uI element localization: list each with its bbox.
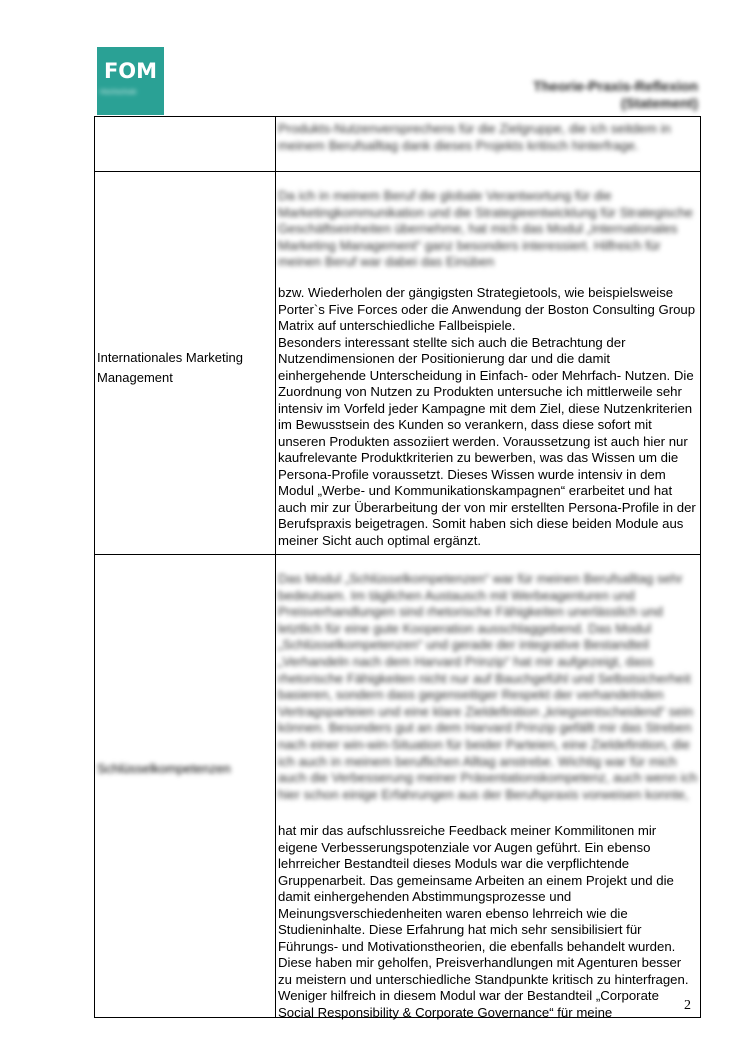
statement-cell: [276, 117, 701, 172]
page-number: 2: [684, 998, 691, 1013]
module-cell: [95, 555, 276, 1018]
module-cell: [95, 117, 276, 172]
fom-logo: [97, 47, 164, 115]
title-line-2: (Statement): [620, 95, 698, 111]
table-row: [95, 117, 701, 172]
statement-paragraph: bzw. Wiederholen der gängigsten Strategietools, wie beispielsweise Porter`s Five Forces oder die Anwendung der Boston Consulting Group Matrix auf unterschiedliche Fallbeispiele.: [278, 285, 696, 333]
statement-text-blurred: Da ich in meinem Beruf die globale Verantwortung für die Marketingkommunikation und die Strategieentwicklung für Strategische Geschäftseinheiten übernehme, hat mich das Modul „Internationales Marketing Management“ ganz besonders interessiert. Hilfreich für meinen Beruf war dabei das Einüben: [278, 188, 693, 269]
statement-cell: [276, 172, 701, 555]
statement-text-blurred: Produkts-Nutzenversprechens für die Zielgruppe, die ich seitdem in meinem Berufsalltag dank dieses Projekts kritisch hinterfrage.: [278, 121, 671, 153]
logo-text: FOM: [103, 59, 158, 83]
table-row: [95, 555, 701, 1018]
title-line-1: Theorie-Praxis-Reflexion: [533, 78, 698, 94]
module-label: Schlüsselkompetenzen: [97, 761, 231, 776]
table-row: [95, 172, 701, 555]
statement-text-blurred: Das Modul „Schlüsselkompetenzen“ war für meinen Berufsalltag sehr bedeutsam. Im täglichen Austausch mit Werbeagenturen und Preisverhandlungen sind rhetorische Fähigkeiten unerlässlich und letztlich für eine gute Kooperation ausschlaggebend. Das Modul „Schlüsselkompetenzen“ und gerade der integrative Bestandteil „Verhandeln nach dem Harvard Prinzip“ hat mir aufgezeigt, dass rhetorische Fähigkeiten nicht nur auf Bauchgefühl und Selbstsicherheit basieren, sondern dass gegenseitiger Respekt der verhandelnden Vertragsparteien und eine klare Zieldefinition „kriegsentscheidend“ sein können. Besonders gut an dem Harvard Prinzip gefällt mir das Streben nach einer win-win-Situation für beider Parteien, eine Zieldefinition, die ich auch in meinem beruflichen Alltag anstrebe. Wichtig war für mich auch die Verbesserung meiner Präsentationskompetenz, auch wenn ich hier schon einige Erfahrungen aus der Berufspraxis vorweisen konnte,: [278, 571, 698, 802]
statement-cell: [276, 555, 701, 1018]
module-label: Internationales Marketing Management: [97, 350, 243, 385]
document-title: [533, 78, 698, 112]
statement-paragraph: Besonders interessant stellte sich auch die Betrachtung der Nutzendimensionen der Positionierung dar und die damit einhergehende Unterscheidung in Einfach- oder Mehrfach- Nutzen. Die Zuordnung von Nutzen zu Produkten untersuche ich mittlerweile sehr intensiv im Vorfeld jeder Kampagne mit dem Ziel, diese Nutzenkriterien im Bewusstsein des Kunden so verankern, dass diese sofort mit unseren Produkten assoziiert werden. Voraussetzung ist auch hier nur kaufrelevante Produktkriterien zu bewerben, was das Wissen um die Persona-Profile voraussetzt. Dieses Wissen wurde intensiv in dem Modul „Werbe- und Kommunikationskampagnen“ erarbeitet und hat auch mir zur Überarbeitung der von mir erstellten Persona-Profile in der Berufspraxis beigetragen. Somit haben sich diese beiden Module aus meiner Sicht auch optimal ergänzt.: [278, 334, 696, 548]
statement-paragraph: hat mir das aufschlussreiche Feedback meiner Kommilitonen mir eigene Verbesserungspotenziale vor Augen geführt. Ein ebenso lehrreicher Bestandteil dieses Moduls war die verpflichtende Gruppenarbeit. Das gemeinsame Arbeiten an einem Projekt und die damit einhergehenden Abstimmungsprozesse und Meinungsverschiedenheiten waren ebenso lehrreich wie die Studieninhalte. Diese Erfahrung hat mich sehr sensibilisiert für Führungs- und Motivationstheorien, die ebenfalls behandelt wurden. Diese haben mir geholfen, Preisverhandlungen mit Agenturen besser zu meistern und unterschiedliche Standpunkte kritisch zu hinterfragen. Weniger hilfreich in diesem Modul war der Bestandteil „Corporate Social Responsibility & Corporate Governance“ für meine: [278, 823, 689, 1020]
logo-subtext: Hochschule: [100, 89, 137, 96]
module-cell: [95, 172, 276, 555]
reflection-table: [94, 116, 701, 1018]
